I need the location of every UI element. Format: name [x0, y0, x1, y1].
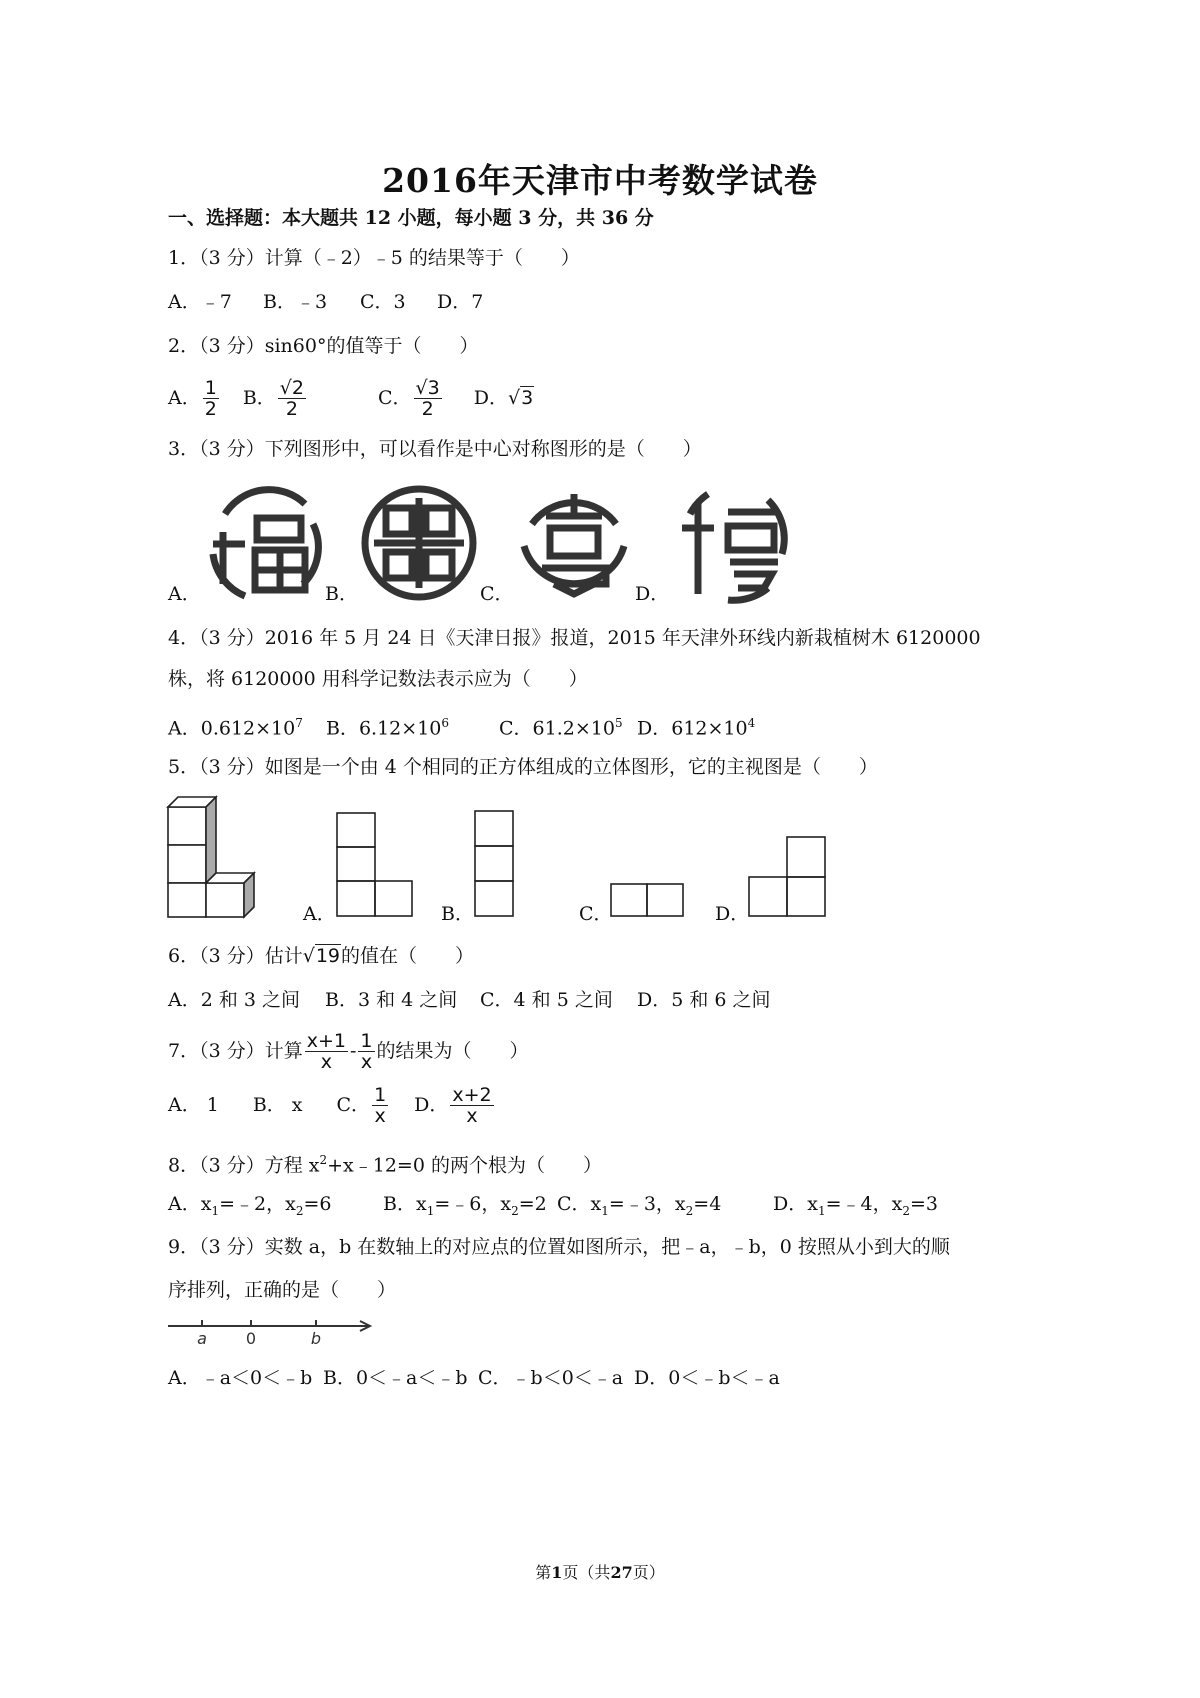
- option-d: D．0＜﹣b＜﹣a: [634, 1367, 780, 1389]
- option-c-label: C．: [579, 903, 613, 925]
- option-a-fraction: $\frac{1}{2}$: [204, 376, 217, 420]
- option-b: B．$6.12\times 10^6$: [326, 716, 450, 740]
- question-4-options: [168, 711, 755, 740]
- question-7-options: [168, 1080, 496, 1130]
- option-b-value: x: [291, 1094, 303, 1116]
- fraction-x-plus-1-over-x: $\frac{x+1}{x}$: [306, 1029, 346, 1073]
- question-2-stem: 2．（3 分）sin60°的值等于（ ）: [168, 335, 479, 357]
- option-a: A．$0.612\times 10^7$: [168, 716, 303, 740]
- question-9-options: [168, 1366, 780, 1390]
- question-6-options: [168, 988, 771, 1012]
- option-c-label: C．: [378, 387, 412, 409]
- question-9-stem-line1: 9．（3 分）实数 a，b 在数轴上的对应点的位置如图所示，把﹣a，﹣b，0 按照从小到大的顺: [168, 1236, 950, 1258]
- option-d-label: D．: [414, 1094, 449, 1116]
- option-d: D．7: [437, 291, 484, 313]
- option-c-figure: [610, 883, 684, 917]
- question-4-stem-line2: 株，将 6120000 用科学记数法表示应为（ ）: [168, 668, 588, 690]
- option-c-fraction: $\frac{√3}{2}$: [415, 376, 440, 420]
- option-b-label: B．: [441, 903, 474, 925]
- page-footer: 第1页（共27页）: [535, 1563, 665, 1582]
- question-1-options: [168, 290, 483, 314]
- option-d-label: D．: [473, 387, 508, 409]
- axis-label-zero: 0: [245, 1329, 257, 1348]
- question-2-options: [168, 370, 534, 426]
- question-8-options: [168, 1192, 938, 1223]
- option-a: A．﹣7: [168, 291, 232, 313]
- option-a: A．﹣a＜0＜﹣b: [168, 1367, 313, 1389]
- option-d-fraction: $\frac{x+2}{x}$: [452, 1083, 492, 1127]
- page-title: 2016年天津市中考数学试卷: [382, 161, 818, 200]
- seal-c-image: [514, 484, 634, 602]
- option-d: D．5 和 6 之间: [637, 989, 771, 1011]
- option-c-label: C．: [336, 1094, 371, 1116]
- option-c: C．4 和 5 之间: [480, 989, 613, 1011]
- section-heading: 一、选择题：本大题共 12 小题，每小题 3 分，共 36 分: [168, 207, 654, 229]
- option-d-label: D．: [715, 903, 750, 925]
- question-7-stem: 7．（3 分）计算 $\frac{x+1}{x}$ - $\frac{1}{x}$ 的结果为（ ）: [168, 1029, 529, 1073]
- axis-label-b: b: [310, 1329, 322, 1348]
- option-d: D．$612\times 10^4$: [637, 716, 756, 740]
- option-d: D．$x_1=﹣4$，$x_2=3$: [773, 1193, 938, 1218]
- option-a-label: A．: [303, 903, 336, 925]
- axis-label-a: a: [197, 1329, 207, 1348]
- option-c: C．3: [360, 291, 406, 313]
- option-c-fraction: $\frac{1}{x}$: [374, 1083, 387, 1127]
- option-a: A．$x_1=﹣2$，$x_2=6$: [168, 1193, 332, 1218]
- option-c-label: C．: [480, 583, 514, 605]
- seal-a-image: [205, 484, 325, 602]
- option-d-figure: [748, 836, 826, 918]
- number-line-figure: [166, 1314, 376, 1348]
- question-6-stem: 6．（3 分）估计√19的值在（ ）: [168, 945, 475, 967]
- option-a: A．2 和 3 之间: [168, 989, 301, 1011]
- option-b-fraction: $\frac{√2}{2}$: [279, 376, 304, 420]
- option-c: C．$x_1=﹣3$，$x_2=4$: [557, 1193, 722, 1218]
- question-4-stem-line1: 4．（3 分）2016 年 5 月 24 日《天津日报》报道，2015 年天津外环线内新栽植树木 6120000: [168, 627, 981, 649]
- fraction-1-over-x: $\frac{1}{x}$: [360, 1029, 373, 1073]
- seal-d-image: [668, 484, 790, 602]
- cube-stack-figure: [166, 796, 258, 920]
- option-a-label: A．: [168, 583, 201, 605]
- option-b: B．0＜﹣a＜﹣b: [323, 1367, 468, 1389]
- question-3-stem: 3．（3 分）下列图形中，可以看作是中心对称图形的是（ ）: [168, 438, 702, 460]
- option-b: B．﹣3: [263, 291, 328, 313]
- sqrt-19: √19: [302, 945, 341, 967]
- seal-b-image: [358, 484, 480, 602]
- option-c: C．﹣b＜0＜﹣a: [478, 1367, 624, 1389]
- option-a-label: A．: [168, 1094, 201, 1116]
- question-8-stem: 8．（3 分）方程 $x^2+x﹣12=0$ 的两个根为（ ）: [168, 1153, 602, 1177]
- question-1-stem: 1．（3 分）计算（﹣2）﹣5 的结果等于（ ）: [168, 247, 580, 269]
- option-b-label: B．: [242, 387, 276, 409]
- question-5-stem: 5．（3 分）如图是一个由 4 个相同的正方体组成的立体图形，它的主视图是（ ）: [168, 756, 878, 778]
- option-b-label: B．: [252, 1094, 286, 1116]
- question-9-stem-line2: 序排列，正确的是（ ）: [168, 1279, 397, 1301]
- option-b: B．3 和 4 之间: [325, 989, 458, 1011]
- option-b: B．$x_1=﹣6$，$x_2=2$: [383, 1193, 547, 1218]
- option-d-sqrt: √3: [507, 387, 534, 409]
- option-a-label: A．: [168, 387, 201, 409]
- option-a-value: 1: [206, 1094, 219, 1116]
- option-d-label: D．: [635, 583, 670, 605]
- option-b-label: B．: [325, 583, 358, 605]
- option-c: C．$61.2\times 10^5$: [499, 716, 623, 740]
- option-b-figure: [474, 810, 514, 918]
- option-a-figure: [336, 812, 414, 918]
